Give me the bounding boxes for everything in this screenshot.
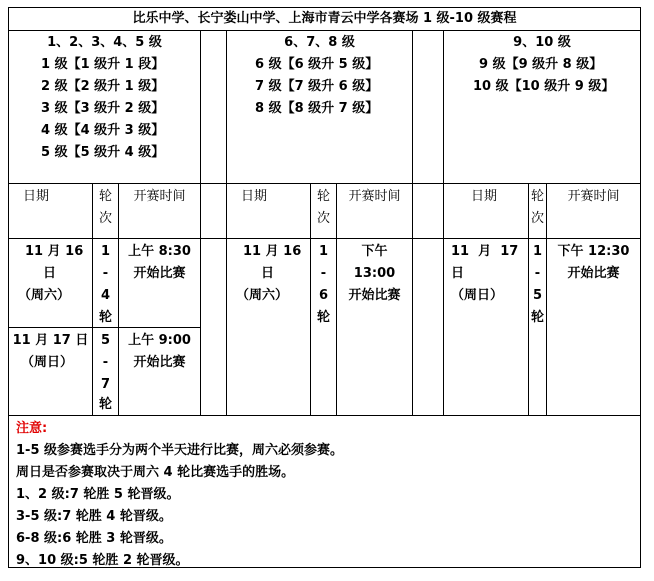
time-header: 开赛时间 — [348, 189, 401, 204]
level-item: 6 级【6 级升 5 级】 — [255, 57, 379, 72]
level-item: 9 级【9 级升 8 级】 — [479, 57, 603, 72]
round-cell: 1 — [100, 244, 111, 259]
row-divider — [9, 415, 640, 416]
level-item: 2 级【2 级升 1 级】 — [41, 79, 165, 94]
schedule-table — [8, 7, 641, 568]
level-item: 8 级【8 级升 7 级】 — [255, 101, 379, 116]
time-header: 开赛时间 — [133, 189, 186, 204]
time-header: 开赛时间 — [567, 189, 620, 204]
round-cell: - — [320, 266, 327, 281]
note-line: 周日是否参赛取决于周六 4 轮比赛选手的胜场。 — [16, 465, 295, 480]
group-heading: 6、7、8 级 — [284, 35, 355, 50]
round-cell: - — [102, 266, 109, 281]
level-item: 3 级【3 级升 2 级】 — [41, 101, 165, 116]
round-cell: 5 — [100, 333, 111, 348]
col-divider — [226, 30, 227, 415]
round-cell: - — [534, 266, 541, 281]
level-item: 7 级【7 级升 6 级】 — [255, 79, 379, 94]
col-divider — [118, 183, 119, 415]
time-cell: 上午 9:00 — [128, 333, 191, 348]
level-item: 5 级【5 级升 4 级】 — [41, 145, 165, 160]
date-cell: （周日） — [451, 288, 504, 303]
time-cell: 下午 12:30 — [557, 244, 630, 259]
date-cell: （周日） — [21, 355, 74, 370]
date-cell: 日 — [43, 266, 57, 281]
round-cell: 6 — [318, 288, 329, 303]
time-cell: 开始比赛 — [133, 266, 186, 281]
time-cell: 上午 8:30 — [128, 244, 191, 259]
round-cell: 4 — [100, 288, 111, 303]
round-header: 次 — [316, 211, 330, 226]
round-cell: 7 — [100, 377, 111, 392]
date-cell: 11 月 17 日 — [12, 333, 89, 348]
round-header: 轮 — [316, 189, 330, 204]
col-divider — [443, 30, 444, 415]
round-cell: 1 — [532, 244, 543, 259]
date-header: 日期 — [23, 189, 50, 204]
col-divider — [412, 30, 413, 415]
date-cell: 日 — [451, 266, 465, 281]
group-heading: 1、2、3、4、5 级 — [47, 35, 162, 50]
date-cell: 日 — [261, 266, 275, 281]
note-line: 3-5 级:7 轮胜 4 轮晋级。 — [16, 509, 172, 524]
round-cell: 5 — [532, 288, 543, 303]
round-cell: 1 — [318, 244, 329, 259]
date-header: 日期 — [241, 189, 268, 204]
round-cell: 轮 — [98, 310, 112, 325]
round-cell: 轮 — [530, 310, 544, 325]
time-cell: 开始比赛 — [348, 288, 401, 303]
level-item: 1 级【1 级升 1 段】 — [41, 57, 165, 72]
note-line: 1-5 级参赛选手分为两个半天进行比赛，周六必须参赛。 — [16, 443, 344, 458]
note-line: 6-8 级:6 轮胜 3 轮晋级。 — [16, 531, 172, 546]
notes-label: 注意: — [16, 421, 48, 436]
date-cell: （周六） — [18, 288, 71, 303]
group-heading: 9、10 级 — [513, 35, 571, 50]
date-header: 日期 — [471, 189, 498, 204]
round-header: 轮 — [98, 189, 112, 204]
round-header: 次 — [98, 211, 112, 226]
date-cell: 11 月 17 — [451, 244, 519, 259]
round-cell: 轮 — [316, 310, 330, 325]
time-cell: 开始比赛 — [567, 266, 620, 281]
level-item: 10 级【10 级升 9 级】 — [473, 79, 615, 94]
round-cell: 轮 — [98, 397, 112, 412]
date-cell: 11 月 16 — [243, 244, 302, 259]
page-title: 比乐中学、长宁娄山中学、上海市青云中学各赛场 1 级-10 级赛程 — [132, 11, 517, 26]
note-line: 9、10 级:5 轮胜 2 轮晋级。 — [16, 553, 189, 568]
note-line: 1、2 级:7 轮胜 5 轮晋级。 — [16, 487, 180, 502]
time-cell: 13:00 — [353, 266, 396, 281]
row-divider — [9, 30, 640, 31]
round-header: 轮 — [530, 189, 544, 204]
date-cell: （周六） — [236, 288, 289, 303]
level-item: 4 级【4 级升 3 级】 — [41, 123, 165, 138]
col-divider — [200, 30, 201, 415]
time-cell: 开始比赛 — [133, 355, 186, 370]
round-header: 次 — [530, 211, 544, 226]
date-cell: 11 月 16 — [25, 244, 84, 259]
time-cell: 下午 — [361, 244, 388, 259]
round-cell: - — [102, 355, 109, 370]
col-divider — [546, 183, 547, 415]
